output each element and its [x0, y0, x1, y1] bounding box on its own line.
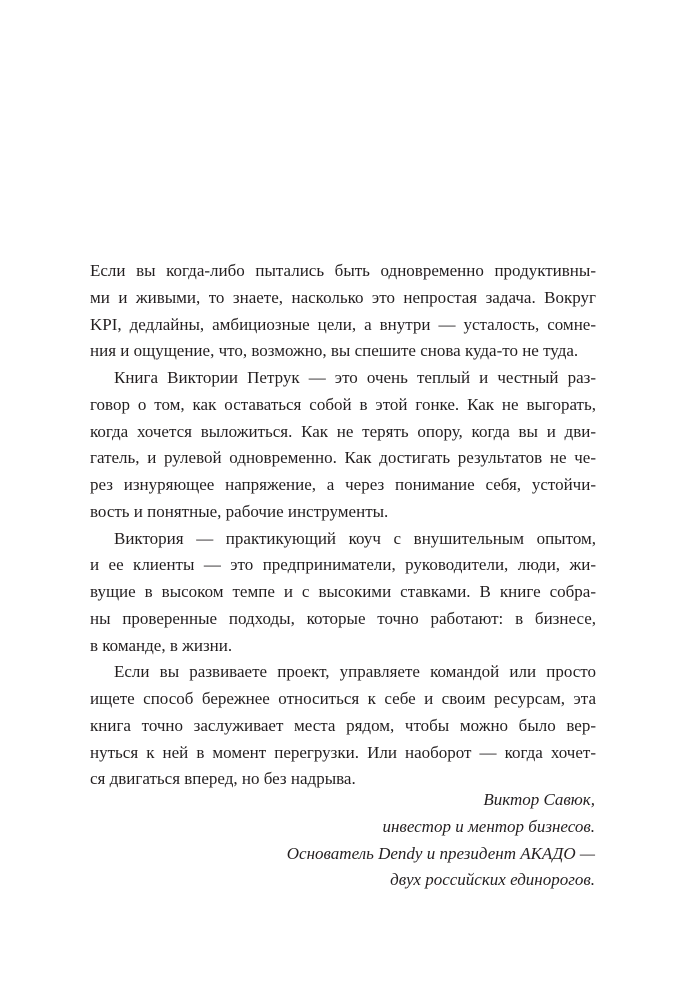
signature-name: Виктор Савюк, — [483, 790, 595, 809]
paragraph-1 — [90, 258, 596, 365]
text-line: нуться к ней в момент перегрузки. Или наоборот — когда хочет- — [90, 742, 596, 762]
author-signature — [287, 787, 595, 894]
text-line: Если вы развиваете проект, управляете командой или просто — [114, 662, 596, 682]
text-line: вущие в высоком темпе и с высокими ставками. В книге собра- — [90, 582, 596, 601]
paragraph-2 — [90, 365, 596, 526]
text-line: Виктория — практикующий коуч с внушительным опытом, — [114, 528, 596, 548]
signature-title: инвестор и ментор бизнесов. — [382, 816, 595, 836]
text-line: и ее клиенты — это предприниматели, руководители, люди, жи- — [90, 555, 596, 575]
paragraph-3 — [90, 526, 596, 660]
text-line: говор о том, как оставаться собой в этой гонке. Как не выгорать, — [90, 394, 596, 414]
text-line: ми и живыми, то знаете, насколько это непростая задача. Вокруг — [90, 287, 596, 307]
text-line: гатель, и рулевой одновременно. Как достигать результатов не че- — [90, 448, 596, 468]
text-line: ния и ощущение, что, возможно, вы спешите снова куда-то не туда. — [90, 341, 579, 361]
paragraph-4 — [90, 659, 596, 793]
text-line: вость и понятные, рабочие инструменты. — [90, 501, 389, 521]
body-text — [90, 258, 596, 793]
text-line: Если вы когда-либо пытались быть одновременно продуктивны- — [90, 261, 596, 280]
text-line: ся двигаться вперед, но без надрыва. — [90, 769, 356, 789]
signature-affiliation: Основатель Dendy и президент АКАДО — — [286, 843, 595, 863]
text-line: Книга Виктории Петрук — это очень теплый и честный раз- — [114, 368, 596, 387]
signature-affiliation-cont: двух российских единорогов. — [390, 870, 595, 890]
text-line: ны проверенные подходы, которые точно работают: в бизнесе, — [90, 608, 596, 628]
text-line: ищете способ бережнее относиться к себе и своим ресурсам, эта — [90, 689, 596, 708]
text-line: в команде, в жизни. — [90, 635, 233, 655]
text-line: книга точно заслуживает места рядом, чтобы можно было вер- — [90, 715, 596, 735]
text-line: когда хочется выложиться. Как не терять опору, когда вы и дви- — [90, 421, 596, 441]
text-line: рез изнуряющее напряжение, а через понимание себя, устойчи- — [90, 475, 596, 494]
text-line: KPI, дедлайны, амбициозные цели, а внутри — усталость, сомне- — [90, 314, 596, 334]
